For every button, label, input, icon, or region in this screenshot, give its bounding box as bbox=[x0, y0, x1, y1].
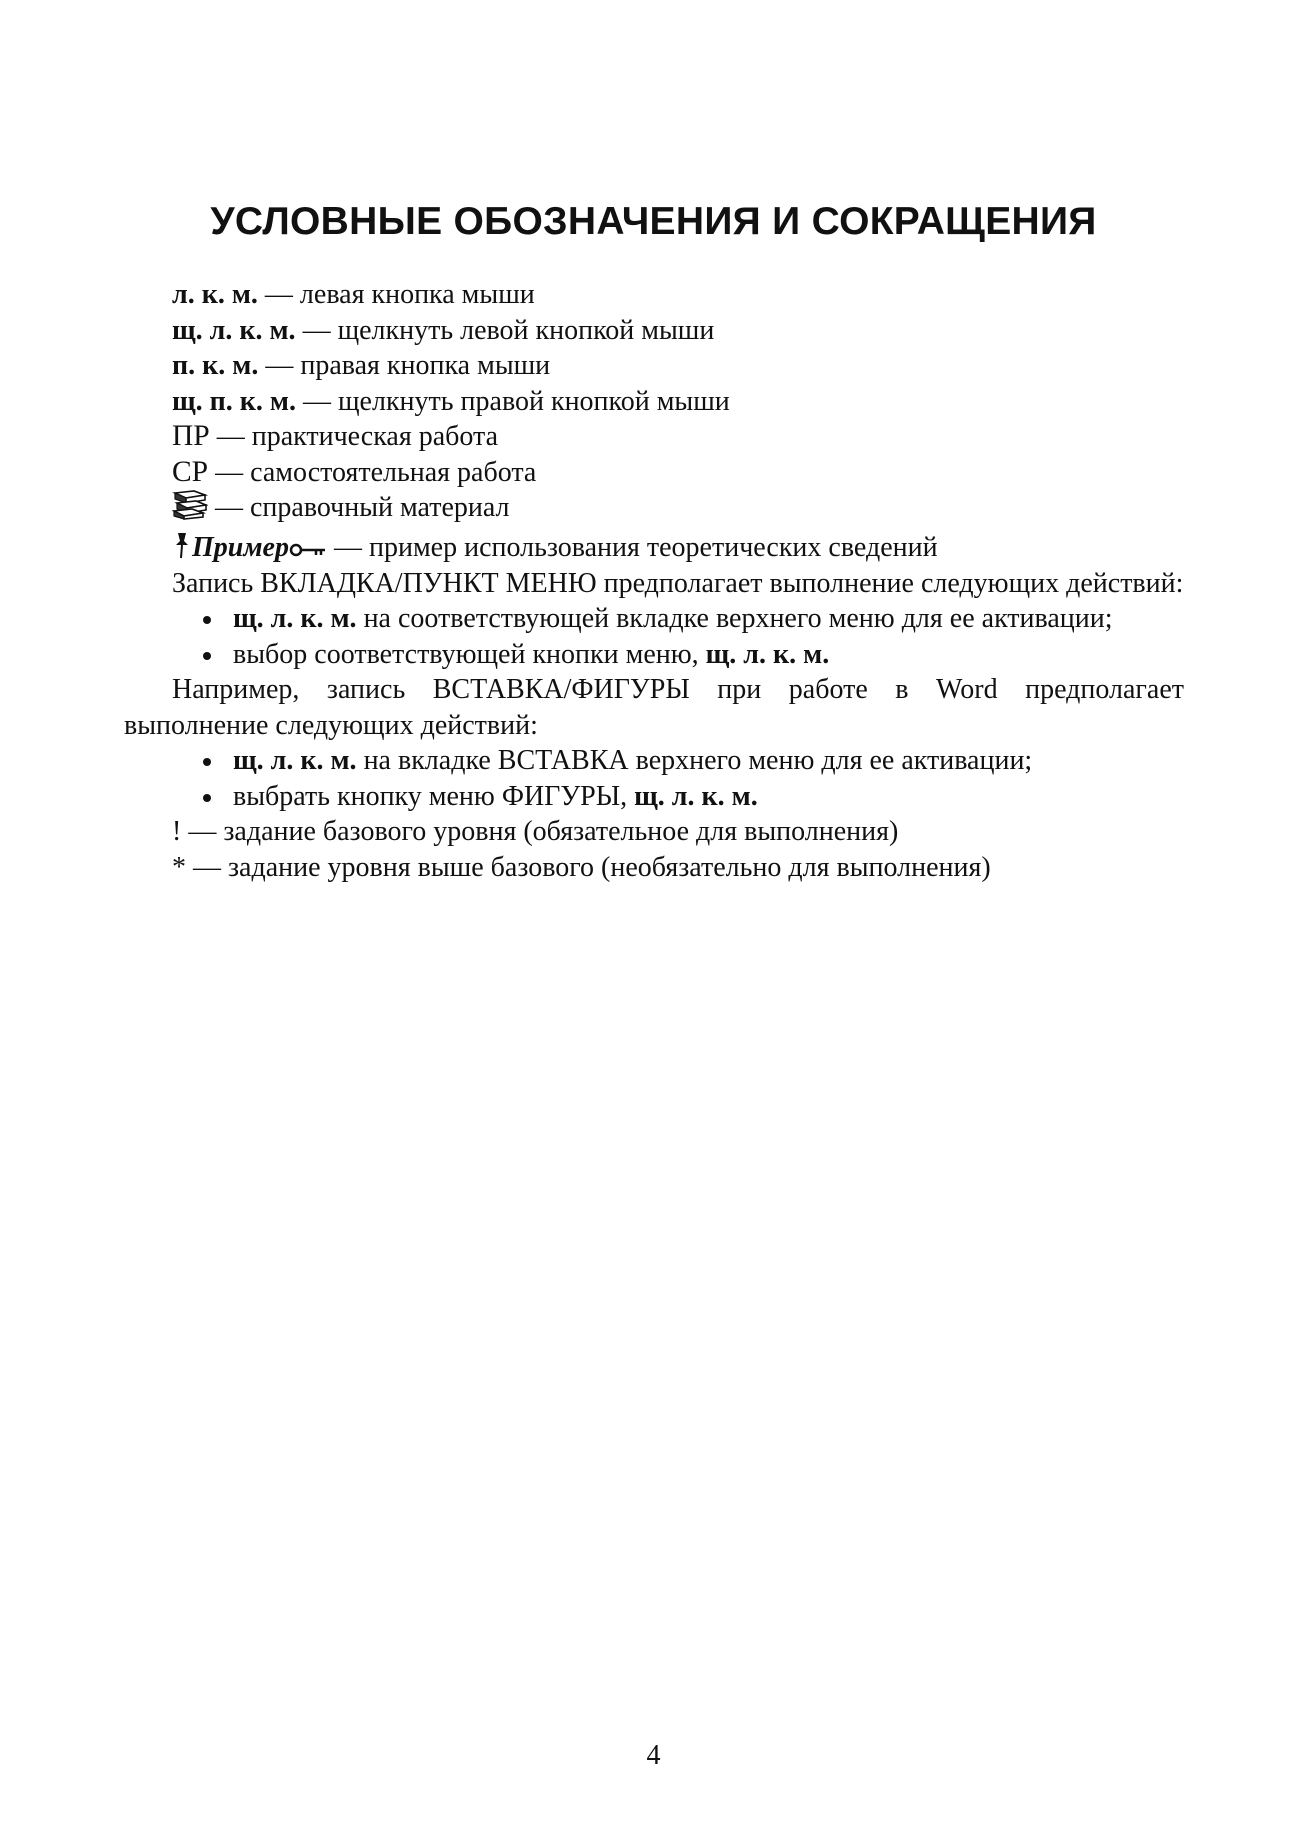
definition-desc: — самостоятельная работа bbox=[208, 456, 537, 488]
note-line bbox=[124, 850, 1184, 886]
note-desc: — задание уровня выше базового (необязательно для выполнения) bbox=[186, 851, 991, 883]
definition-desc: — правая кнопка мыши bbox=[258, 350, 551, 381]
bullet-bold: щ. л. к. м. bbox=[634, 780, 758, 812]
note-line bbox=[124, 814, 1184, 850]
page-content bbox=[124, 277, 1184, 885]
example-desc: — пример использования теоретических сведений bbox=[326, 532, 938, 563]
definition-desc: — левая кнопка мыши bbox=[257, 279, 535, 310]
paragraph: Например, запись ВСТАВКА/ФИГУРЫ при работе в Word предполагает выполнение следующих действий: bbox=[124, 674, 1184, 741]
list-item bbox=[124, 601, 1184, 637]
definition-desc: — щелкнуть левой кнопкой мыши bbox=[295, 314, 715, 346]
bullet-dot bbox=[203, 616, 211, 624]
page-number: 4 bbox=[646, 1740, 661, 1771]
bullet-text: выбор соответствующей кнопки меню, bbox=[233, 638, 706, 670]
definition-term: СР bbox=[172, 455, 209, 488]
bullet-bold: щ. л. к. м. bbox=[705, 638, 830, 670]
bullet-bold: щ. л. к. м. bbox=[233, 745, 357, 776]
bullet-text: выбрать кнопку меню ФИГУРЫ, bbox=[233, 780, 635, 812]
bullet-bold: щ. л. к. м. bbox=[233, 603, 357, 634]
bullet-dot bbox=[203, 794, 211, 802]
definition-term: п. к. м. bbox=[172, 350, 259, 381]
bullet-dot bbox=[203, 758, 211, 766]
definition-term: л. к. м. bbox=[172, 279, 258, 310]
note-desc: — задание базового уровня (обязательное для выполнения) bbox=[181, 816, 899, 847]
definition-line bbox=[124, 384, 1184, 420]
note-symbol: * bbox=[172, 851, 186, 883]
list-item bbox=[124, 637, 1184, 673]
bullet-text: на соответствующей вкладке верхнего меню для ее активации; bbox=[356, 603, 1113, 634]
definition-line bbox=[124, 313, 1184, 349]
list-item bbox=[124, 743, 1184, 779]
definition-desc: — щелкнуть правой кнопкой мыши bbox=[295, 385, 730, 417]
definition-term: щ. л. к. м. bbox=[172, 314, 296, 346]
definition-term: ПР bbox=[172, 420, 210, 452]
bullet-text: на вкладке ВСТАВКА верхнего меню для ее активации; bbox=[356, 745, 1033, 776]
definition-desc: — практическая работа bbox=[209, 421, 499, 452]
definition-line bbox=[124, 455, 1184, 491]
example-word: Пример bbox=[192, 532, 289, 563]
paragraph: Запись ВКЛАДКА/ПУНКТ МЕНЮ предполагает выполнение следующих действий: bbox=[172, 567, 1184, 599]
definition-line bbox=[124, 419, 1184, 455]
books-icon bbox=[172, 490, 208, 530]
definition-line bbox=[124, 277, 1184, 313]
reference-desc: — справочный материал bbox=[208, 492, 510, 524]
example-line bbox=[124, 530, 1184, 566]
definition-term: щ. п. к. м. bbox=[172, 385, 296, 417]
pushpin-icon bbox=[172, 531, 192, 569]
definition-line bbox=[124, 348, 1184, 384]
reference-line bbox=[124, 490, 1184, 530]
note-symbol: ! bbox=[172, 816, 182, 847]
key-icon bbox=[289, 532, 327, 568]
list-item bbox=[124, 779, 1184, 815]
bullet-dot bbox=[203, 652, 211, 660]
page-title: УСЛОВНЫЕ ОБОЗНАЧЕНИЯ И СОКРАЩЕНИЯ bbox=[210, 200, 1097, 243]
